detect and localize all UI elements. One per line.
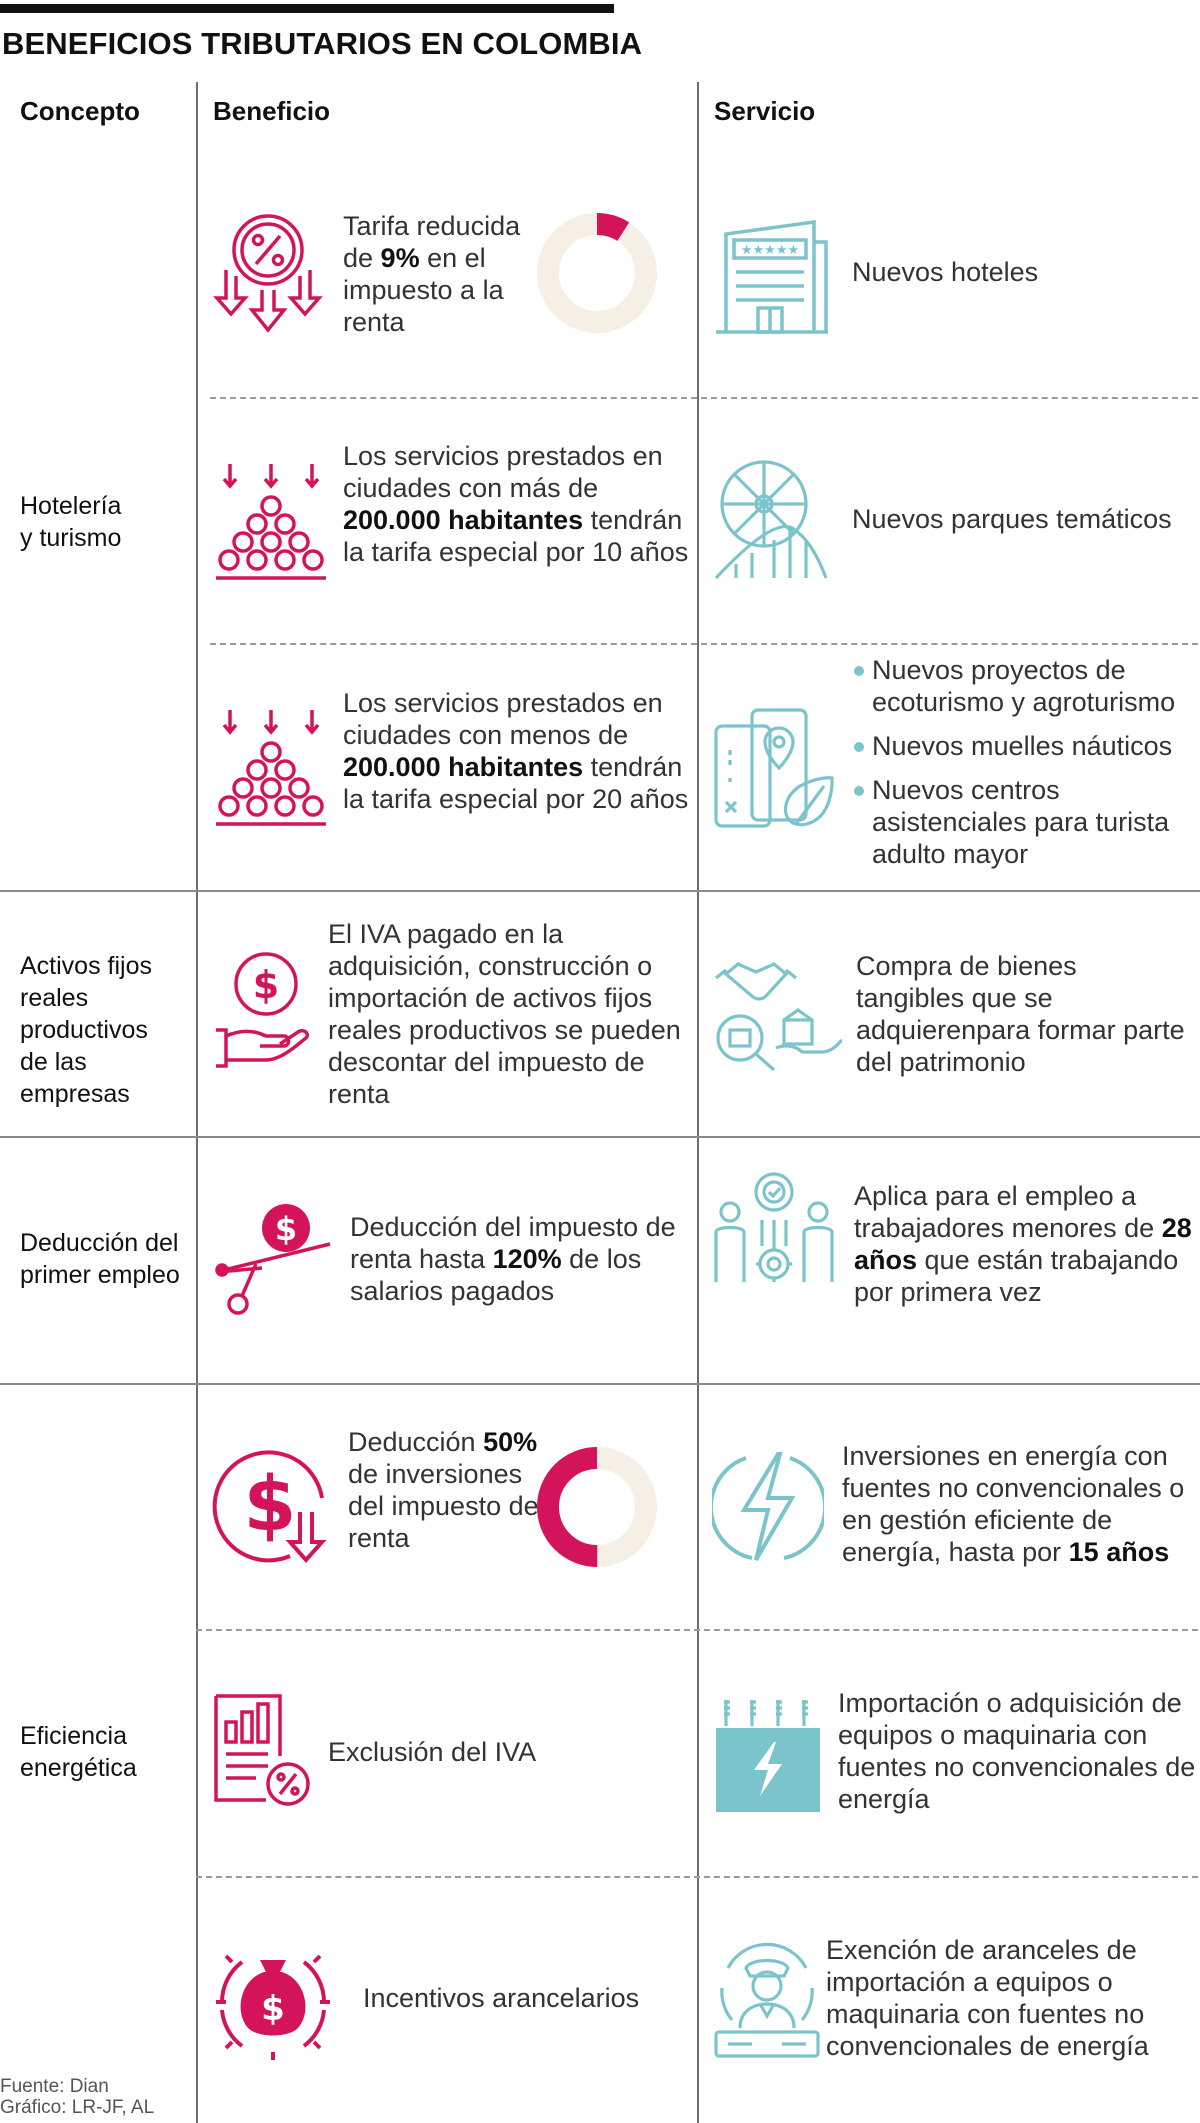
header-service: Servicio (714, 96, 816, 126)
service-text-row5: Inversiones en energía con fuentes no convencionales o en gestión eficiente de energía, hasta por 15 años (842, 1441, 1185, 1567)
column-divider-left (196, 82, 198, 2123)
concept-hoteleria: Hotelería y turismo (20, 492, 122, 552)
section-separator (0, 890, 1200, 892)
handshake-box-icon (712, 952, 842, 1074)
row-separator (210, 643, 1198, 645)
benefit-text-row0: Tarifa reducida de 9% en el impuesto a la renta (343, 211, 521, 337)
ferris-wheel-icon (712, 458, 830, 582)
header-concept: Concepto (20, 96, 140, 126)
list-item: Nuevos centros asistenciales para turista adulto mayor (854, 774, 1194, 870)
svg-text:$: $ (252, 963, 280, 1007)
concept-eficiencia: Eficiencia energética (20, 1722, 137, 1782)
svg-text:★★★★★: ★★★★★ (740, 243, 800, 258)
list-item: Nuevos muelles náuticos (854, 730, 1194, 762)
concept-primer-empleo: Deducción del primer empleo (20, 1229, 180, 1289)
crowd-icon (212, 462, 330, 582)
benefit-text-row7: Incentivos arancelarios (363, 1983, 640, 2013)
benefit-text-row5: Deducción 50% de inversiones del impuesto de renta (348, 1427, 539, 1553)
scissors-coin-icon (212, 1198, 336, 1318)
service-text-row3: Compra de bienes tangibles que se adquierenpara formar parte del patrimonio (856, 951, 1185, 1077)
percent-down-arrows-icon (212, 210, 324, 334)
svg-text:$: $ (243, 1459, 297, 1548)
service-text-row1: Nuevos parques temáticos (852, 504, 1172, 534)
crowd-icon (212, 708, 330, 828)
report-percent-icon (212, 1692, 316, 1812)
svg-text:$: $ (274, 1210, 298, 1248)
hand-coin-icon (212, 950, 312, 1072)
credit-note: Gráfico: LR-JF, AL (0, 2097, 155, 2118)
benefit-text-row2: Los servicios prestados en ciudades con menos de 200.000 habitantes tendrán la tarifa especial por 20 años (343, 688, 689, 814)
workers-gear-icon (712, 1168, 836, 1290)
concept-activos-fijos: Activos fijos reales productivos de las empresas (20, 952, 152, 1108)
dollar-down-icon (212, 1446, 332, 1566)
svg-text:$: $ (261, 1989, 285, 2029)
percent-ring-row5 (536, 1446, 658, 1568)
service-text-row0: Nuevos hoteles (852, 257, 1039, 287)
power-equipment-icon (716, 1692, 820, 1814)
customs-officer-icon (712, 1938, 822, 2060)
eco-map-icon (712, 706, 836, 830)
benefit-text-row3: El IVA pagado en la adquisición, construcción o importación de activos fijos reales productivos se pueden descontar del impuesto de renta (328, 919, 681, 1109)
service-text-row6: Importación o adquisición de equipos o maquinaria con fuentes no convencionales de energía (838, 1688, 1196, 1814)
benefit-text-row1: Los servicios prestados en ciudades con más de 200.000 habitantes tendrán la tarifa especial por 10 años (343, 441, 689, 567)
section-separator (0, 1136, 1200, 1138)
row-separator (210, 397, 1198, 399)
header-benefit: Beneficio (213, 96, 331, 126)
benefit-text-row6: Exclusión del IVA (328, 1737, 537, 1767)
benefit-text-row4: Deducción del impuesto de renta hasta 120% de los salarios pagados (350, 1212, 676, 1306)
title-bar (0, 4, 614, 13)
hotel-building-icon (712, 212, 832, 334)
service-bullets-row2 (854, 654, 1194, 882)
money-bag-gear-icon (212, 1942, 334, 2062)
row-separator (196, 1876, 1198, 1878)
source-note: Fuente: Dian (0, 2076, 109, 2097)
row-separator (196, 1629, 1198, 1631)
list-item: Nuevos proyectos de ecoturismo y agroturismo (854, 654, 1194, 718)
page-title: BENEFICIOS TRIBUTARIOS EN COLOMBIA (2, 26, 643, 61)
service-text-row7: Exención de aranceles de importación a equipos o maquinaria con fuentes no convencionales de energía (826, 1935, 1149, 2061)
service-text-row4: Aplica para el empleo a trabajadores menores de 28 años que están trabajando por primera vez (854, 1181, 1192, 1307)
lightning-circle-icon (712, 1446, 824, 1566)
section-separator (0, 1383, 1200, 1385)
percent-ring-row0 (536, 212, 658, 334)
